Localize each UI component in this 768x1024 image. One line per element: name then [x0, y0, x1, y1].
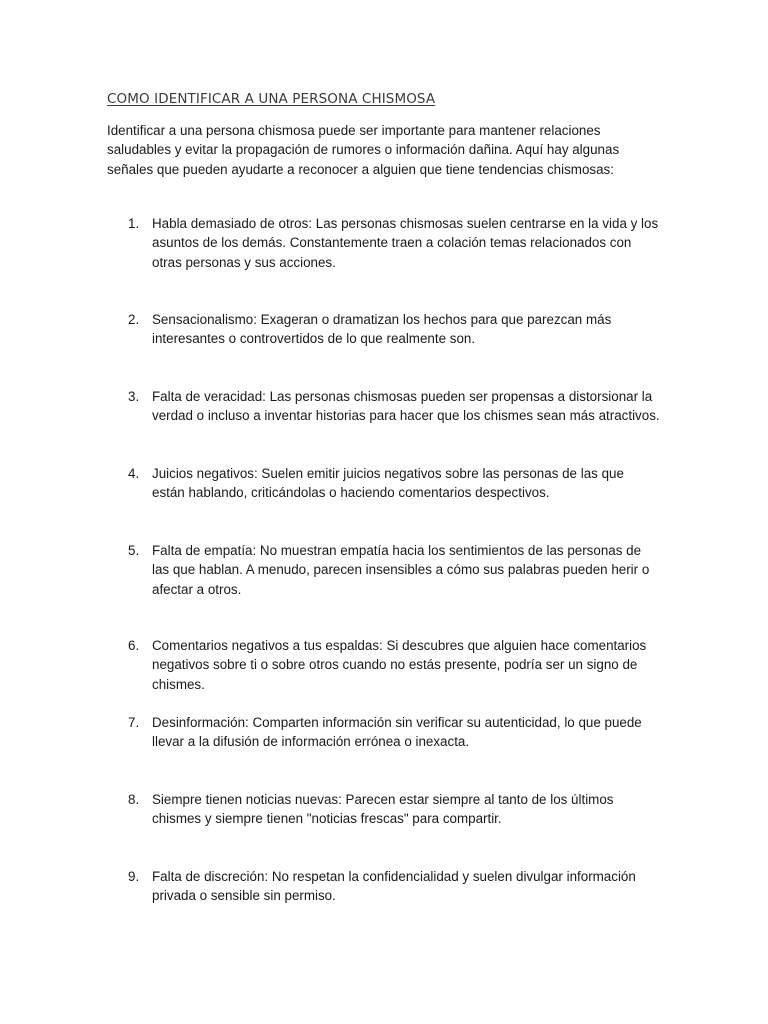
list-item-number: 4.	[128, 466, 140, 481]
list-item-number: 9.	[128, 869, 140, 884]
list-item-text: Falta de veracidad: Las personas chismosas pueden ser propensas a distorsionar la verdad o incluso a inventar historias para hacer que los chismes sean más atractivos.	[152, 389, 660, 424]
list-item-number: 6.	[128, 638, 140, 653]
list-item-text: Siempre tienen noticias nuevas: Parecen estar siempre al tanto de los últimos chismes y siempre tienen "noticias frescas" para compartir.	[152, 792, 614, 827]
list-item-text: Juicios negativos: Suelen emitir juicios negativos sobre las personas de las que están hablando, criticándolas o haciendo comentarios despectivos.	[152, 466, 624, 501]
list-item-text: Habla demasiado de otros: Las personas chismosas suelen centrarse en la vida y los asuntos de los demás. Constantemente traen a colación temas relacionados con otras personas y sus acciones.	[152, 216, 659, 270]
list-item-text: Desinformación: Comparten información sin verificar su autenticidad, lo que puede llevar a la difusión de información errónea o inexacta.	[152, 715, 642, 750]
list-item-number: 1.	[128, 216, 140, 231]
list-item-text: Falta de discreción: No respetan la confidencialidad y suelen divulgar información privada o sensible sin permiso.	[152, 869, 636, 904]
list-item-text: Sensacionalismo: Exageran o dramatizan los hechos para que parezcan más interesantes o controvertidos de lo que realmente son.	[152, 312, 612, 347]
list-item-number: 7.	[128, 715, 140, 730]
list-item-text: Falta de empatía: No muestran empatía hacia los sentimientos de las personas de las que hablan. A menudo, parecen insensibles a cómo sus palabras pueden herir o afectar a otros.	[152, 543, 650, 597]
list-item-number: 3.	[128, 389, 140, 404]
list-item-number: 2.	[128, 312, 140, 327]
document-title: COMO IDENTIFICAR A UNA PERSONA CHISMOSA	[107, 91, 436, 107]
list-item-number: 5.	[128, 543, 140, 558]
list-item-number: 8.	[128, 792, 140, 807]
list-item-text: Comentarios negativos a tus espaldas: Si descubres que alguien hace comentarios negativos sobre ti o sobre otros cuando no estás presente, podría ser un signo de chismes.	[152, 638, 647, 692]
intro-paragraph: Identificar a una persona chismosa puede ser importante para mantener relaciones saludables y evitar la propagación de rumores o información dañina. Aquí hay algunas señales que pueden ayudarte a reconocer a alguien que tiene tendencias chismosas:	[107, 123, 620, 177]
